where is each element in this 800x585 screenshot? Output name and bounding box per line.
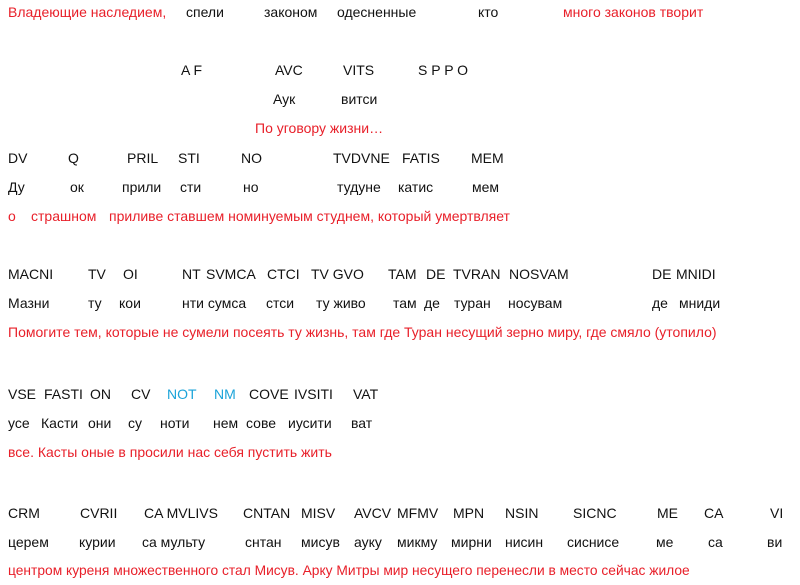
translation-line: Помогите тем, которые не сумели посеять ту жизнь, там где Туран несущий зерно миру, где смяло (утопило) — [8, 324, 717, 340]
cyrillic-word: катис — [398, 179, 434, 195]
cyrillic-word: ват — [351, 415, 373, 431]
translation-line: приливе ставшем номинуемым студнем, который умертвляет — [109, 208, 510, 224]
cyrillic-word: са мульту — [142, 534, 206, 550]
latin-word: NT — [182, 266, 201, 282]
cyrillic-word: стси — [266, 295, 295, 311]
latin-word: MACNI — [8, 266, 54, 282]
latin-word: TAM — [388, 266, 417, 282]
latin-word: COVE — [249, 386, 289, 402]
cyrillic-word: но — [243, 179, 259, 195]
latin-word: Q — [68, 150, 79, 166]
translation-line: центром куреня множественного стал Мисув. Арку Митры мир несущего перенесли в место сейчас жилое — [8, 563, 690, 578]
cyrillic-word: курии — [79, 534, 116, 550]
latin-word: CA — [704, 505, 724, 521]
cyrillic-word: ме — [656, 534, 674, 550]
translation-line: По уговору жизни… — [255, 120, 384, 136]
latin-word: FASTI — [44, 386, 83, 402]
latin-word: CV — [131, 386, 151, 402]
cyrillic-word: мем — [472, 179, 500, 195]
cyrillic-word: мисув — [301, 534, 340, 550]
latin-word: TVRAN — [453, 266, 501, 282]
translation-line: все. Касты оные в просили нас себя пустить жить — [8, 444, 332, 460]
latin-word: TVDVNE — [333, 150, 390, 166]
cyrillic-word: ту — [88, 295, 102, 311]
latin-word: TV — [88, 266, 106, 282]
cyrillic-word: су — [128, 415, 142, 431]
cyrillic-word: сове — [246, 415, 277, 431]
cyrillic-word: церем — [8, 534, 49, 550]
line1-red-start: Владеющие наследием, — [8, 4, 167, 20]
latin-word: DE — [652, 266, 672, 282]
cyrillic-word: ноти — [160, 415, 190, 431]
cyrillic-word: сти — [180, 179, 202, 195]
line1-word: спели — [186, 4, 224, 20]
latin-word: NOSVAM — [509, 266, 569, 282]
latin-word: CRM — [8, 505, 40, 521]
cyrillic-word: нисин — [505, 534, 544, 550]
line1-red-end: много законов творит — [563, 4, 704, 20]
cyrillic-word: Мазни — [8, 295, 50, 311]
cyrillic-word: де — [424, 295, 440, 311]
line1-word: одесненные — [337, 4, 417, 20]
cyrillic-word: тудуне — [337, 179, 381, 195]
latin-word: IVSITI — [294, 386, 333, 402]
latin-word: TV GVO — [311, 266, 364, 282]
latin-word: MISV — [301, 505, 336, 521]
latin-word-highlight: NOT — [167, 386, 197, 402]
latin-word: VITS — [343, 62, 375, 78]
latin-word: ME — [657, 505, 678, 521]
latin-word: NSIN — [505, 505, 539, 521]
latin-word: MNIDI — [676, 266, 716, 282]
cyrillic-word: они — [88, 415, 112, 431]
latin-word: DE — [426, 266, 446, 282]
cyrillic-word: нем — [213, 415, 239, 431]
latin-word: CNTAN — [243, 505, 291, 521]
latin-word: NO — [241, 150, 262, 166]
cyrillic-word: ту живо — [316, 295, 366, 311]
latin-word: S P P O — [418, 62, 469, 78]
cyrillic-word: ауку — [354, 534, 382, 550]
cyrillic-word: сиснисе — [567, 534, 620, 550]
translation-word: о — [8, 208, 16, 224]
latin-word: FATIS — [402, 150, 440, 166]
cyrillic-word: нти сумса — [182, 295, 247, 311]
cyrillic-word: кои — [119, 295, 141, 311]
latin-word: MEM — [471, 150, 504, 166]
latin-word: SICNC — [573, 505, 617, 521]
cyrillic-word: усе — [8, 415, 30, 431]
latin-word-highlight: NM — [214, 386, 236, 402]
cyrillic-word: микму — [397, 534, 438, 550]
cyrillic-word: Ду — [8, 179, 25, 195]
cyrillic-word: Аук — [273, 91, 296, 107]
latin-word: CVRII — [80, 505, 118, 521]
latin-word: SVMCA — [206, 266, 256, 282]
line1-word: кто — [478, 4, 499, 20]
cyrillic-word: прили — [122, 179, 162, 195]
cyrillic-word: Касти — [41, 415, 79, 431]
latin-word: CA MVLIVS — [144, 505, 218, 521]
latin-word: OI — [123, 266, 138, 282]
cyrillic-word: носувам — [508, 295, 563, 311]
cyrillic-word: мниди — [679, 295, 721, 311]
latin-word: DV — [8, 150, 28, 166]
latin-word: VI — [770, 505, 784, 521]
latin-word: VAT — [353, 386, 379, 402]
cyrillic-word: са — [708, 534, 723, 550]
latin-word: STI — [178, 150, 200, 166]
latin-word: A F — [181, 62, 203, 78]
translation-word: страшном — [31, 208, 97, 224]
latin-word: AVCV — [354, 505, 392, 521]
latin-word: AVC — [275, 62, 303, 78]
latin-word: ON — [90, 386, 111, 402]
cyrillic-word: снтан — [245, 534, 282, 550]
cyrillic-word: туран — [454, 295, 491, 311]
cyrillic-word: витси — [341, 91, 378, 107]
latin-word: PRIL — [127, 150, 159, 166]
line1-word: законом — [264, 4, 318, 20]
latin-word: MFMV — [397, 505, 439, 521]
latin-word: MPN — [453, 505, 485, 521]
cyrillic-word: ок — [70, 179, 84, 195]
cyrillic-word: там — [393, 295, 417, 311]
latin-word: VSE — [8, 386, 37, 402]
cyrillic-word: иусити — [288, 415, 332, 431]
latin-word: CTCI — [267, 266, 300, 282]
cyrillic-word: ви — [767, 534, 783, 550]
cyrillic-word: мирни — [451, 534, 492, 550]
cyrillic-word: де — [652, 295, 668, 311]
